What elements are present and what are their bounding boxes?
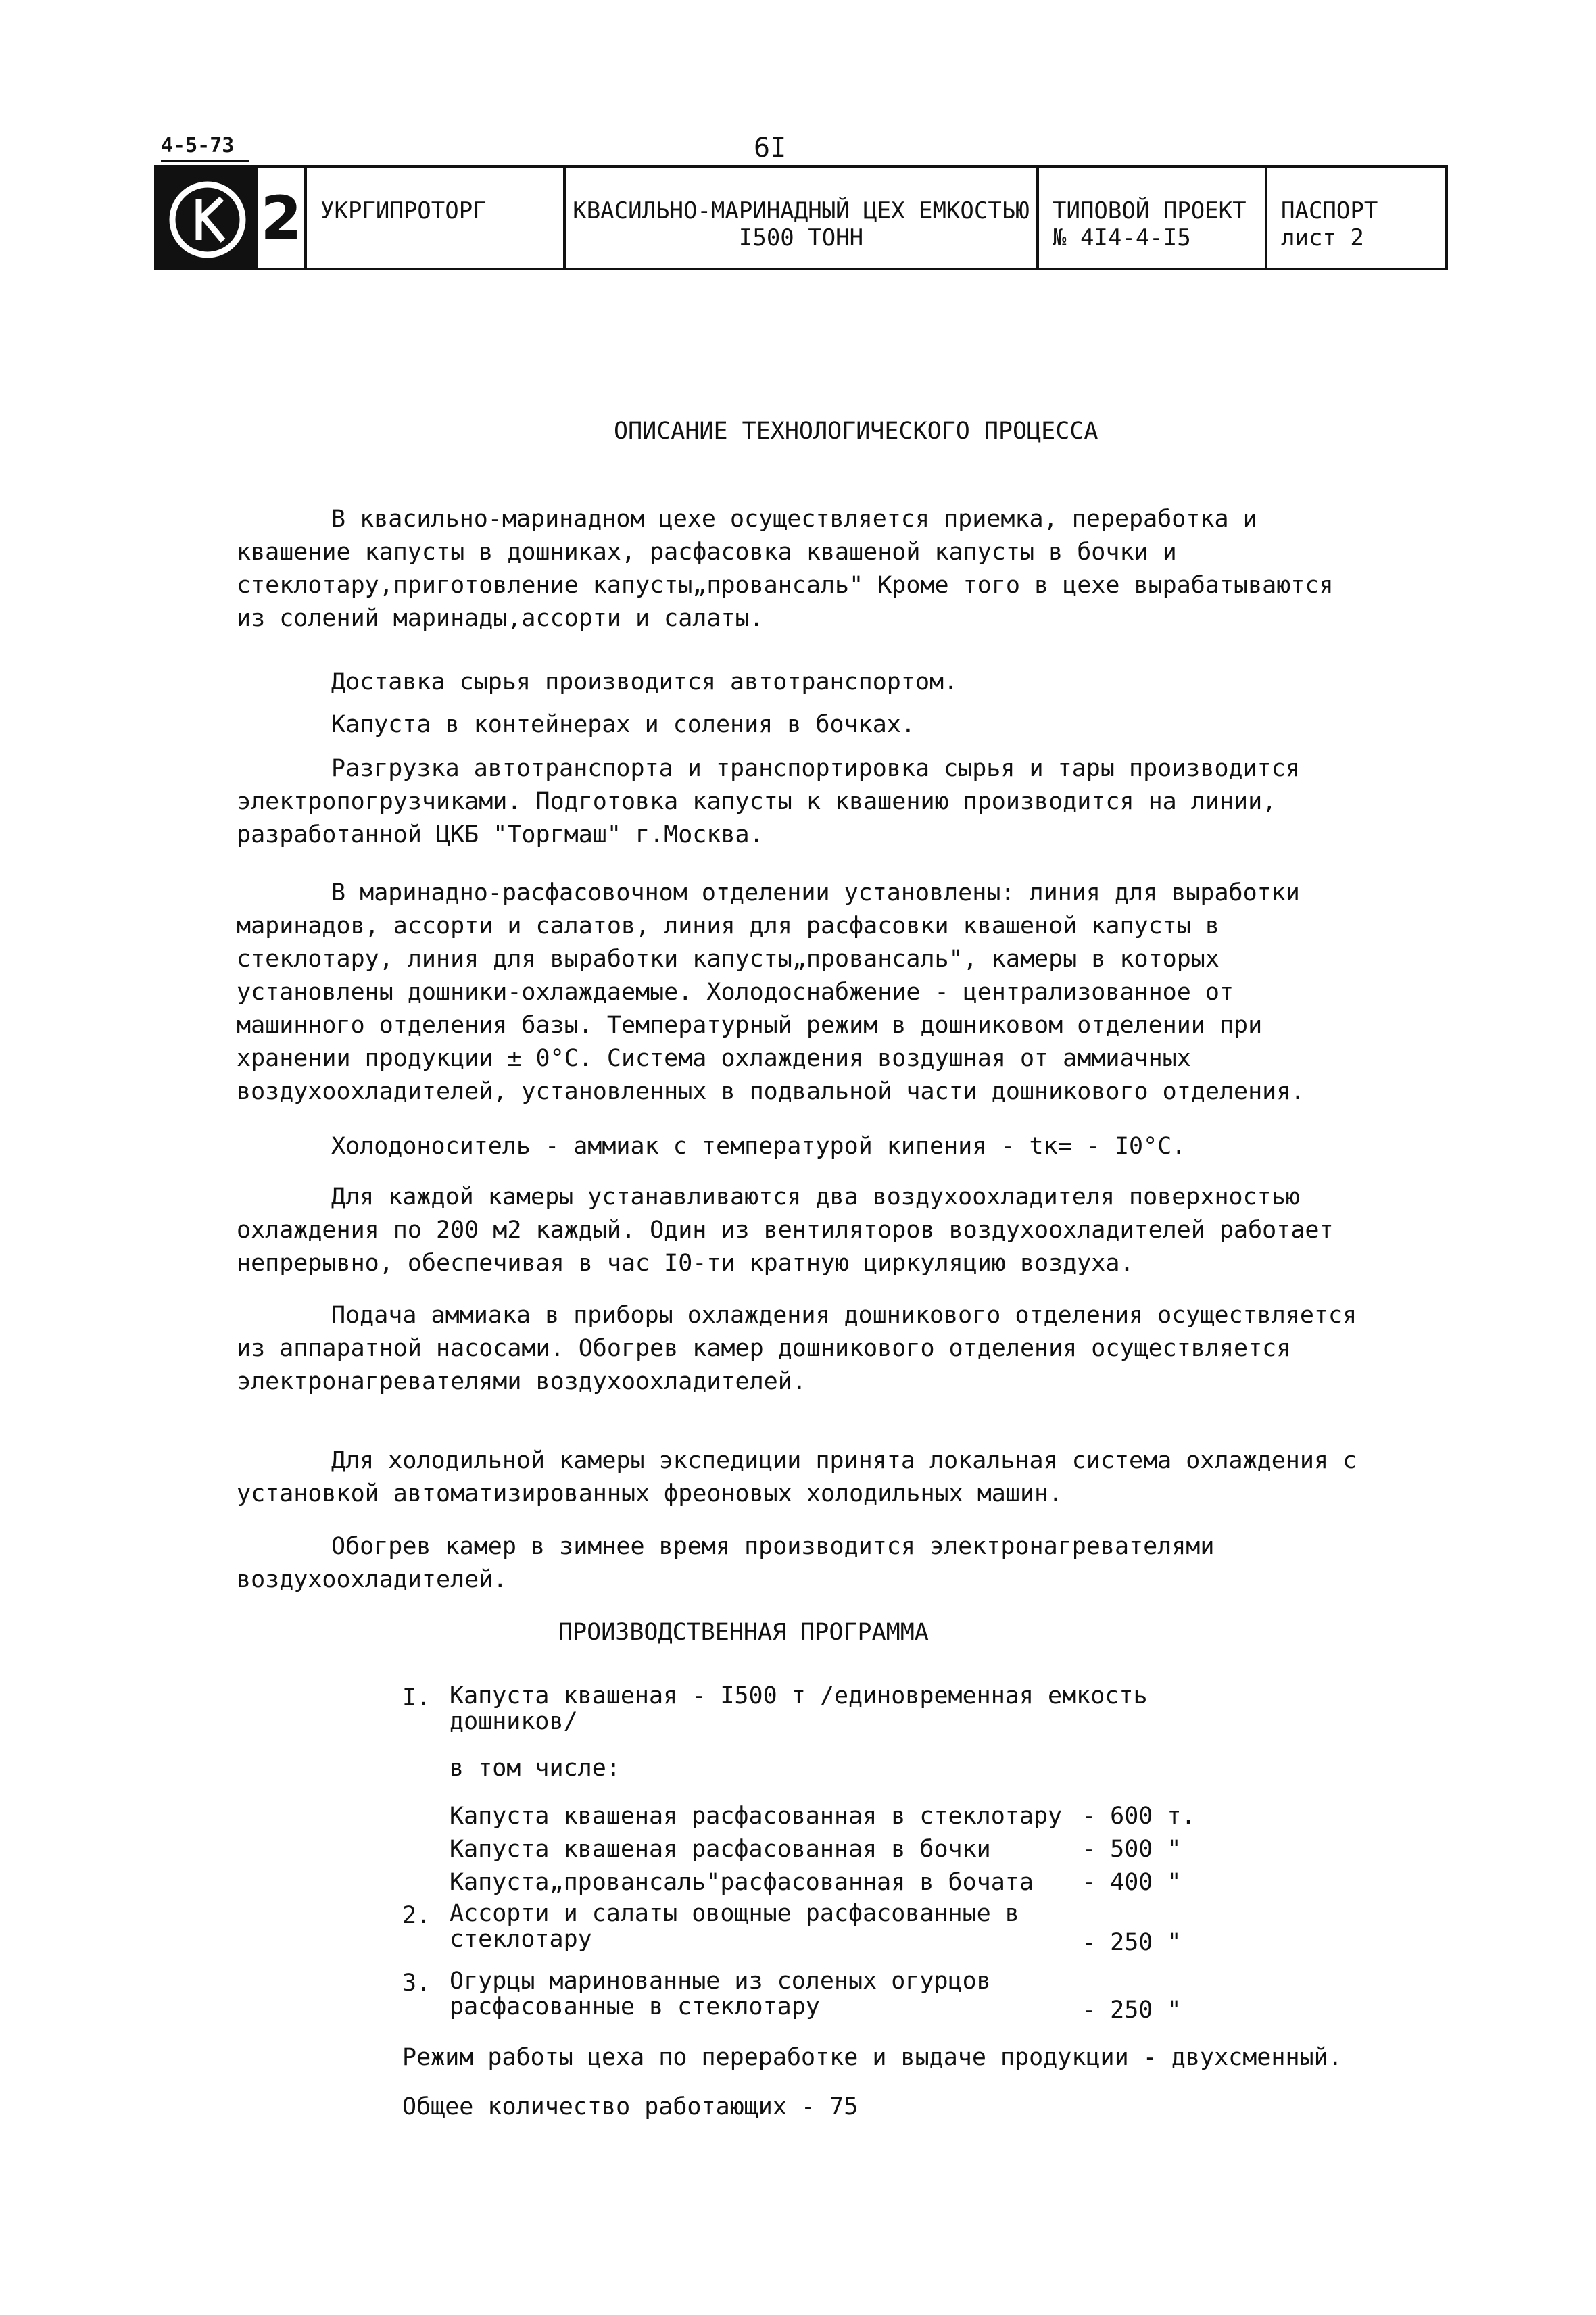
section-title-program: ПРОИЗВОДСТВЕННАЯ ПРОГРАММА — [558, 1619, 929, 1646]
stamp-project — [1039, 168, 1267, 268]
paragraph: Разгрузка автотранспорта и транспортировка сырья и тары производится электропогрузчиками. Подготовка капусты к квашению производится на линии, разработанной ЦКБ "Торгмаш" г.Москва. — [237, 755, 1300, 848]
sub-item-text: Капуста„провансаль"расфасованная в бочата — [450, 1869, 1034, 1896]
sub-item-text: Капуста квашеная расфасованная в стеклотару — [450, 1803, 1063, 1830]
paragraph: Подача аммиака в приборы охлаждения дошникового отделения осуществляется из аппаратной насосами. Обогрев камер дошникового отделения осуществляется электронагревателями воздухоохладителей. — [237, 1302, 1357, 1395]
production-program — [0, 1683, 1596, 2197]
paragraph: В квасильно-маринадном цехе осуществляется приемка, переработка и квашение капусты в дошниках, расфасовка квашеной капусты в бочки и стеклотару,приготовление капусты„провансаль" Кроме того в цехе вырабатываются из солений маринады,ассорти и салаты. — [237, 506, 1334, 632]
stamp-organization: УКРГИПРОТОРГ — [307, 168, 566, 268]
sub-item-qty: - 400 " — [1082, 1869, 1182, 1896]
paragraph: Обогрев камер в зимнее время производится электронагревателями воздухоохладителей. — [237, 1533, 1215, 1593]
stamp-title — [566, 168, 1039, 268]
sub-item-qty: - 600 т. — [1082, 1803, 1196, 1830]
stamp-passport-line1: ПАСПОРТ — [1281, 197, 1378, 224]
stamp-project-line1: ТИПОВОЙ ПРОЕКТ — [1053, 197, 1247, 224]
item-text: Огурцы маринованные из соленых огурцов расфасованные в стеклотару — [450, 1968, 991, 2020]
section-title-process: ОПИСАНИЕ ТЕХНОЛОГИЧЕСКОГО ПРОЦЕССА — [614, 418, 1098, 445]
paragraph: Доставка сырья производится автотранспортом. — [331, 668, 959, 696]
paragraph: Капуста в контейнерах и соления в бочках. — [331, 711, 915, 738]
item-qty: - 250 " — [1082, 1997, 1182, 2024]
item-text: Капуста квашеная - I500 т /единовременная емкость дошников/ — [450, 1682, 1148, 1735]
stamp-project-line2: № 4I4-4-I5 — [1053, 224, 1191, 251]
work-mode: Режим работы цеха по переработке и выдаче продукции - двухсменный. — [402, 2044, 1343, 2071]
document-code: 4-5-73 — [161, 134, 235, 157]
document-code-underline — [161, 160, 249, 162]
ck-logo-icon — [157, 168, 258, 268]
stamp-passport — [1267, 168, 1445, 268]
item-text: Ассорти и салаты овощные расфасованные в стеклотару — [450, 1900, 1019, 1953]
stamp-title-line1: КВАСИЛЬНО-МАРИНАДНЫЙ ЦЕХ ЕМКОСТЬЮ — [573, 197, 1030, 224]
item-number: 3. — [402, 1970, 431, 1997]
workers-count: Общее количество работающих - 75 — [402, 2093, 859, 2120]
sub-item-text: Капуста квашеная расфасованная в бочки — [450, 1836, 991, 1863]
paragraph: В маринадно-расфасовочном отделении установлены: линия для выработки маринадов, ассорти и салатов, линия для расфасовки квашеной капусты в стеклотару, линия для выработки капусты„провансаль", камеры в которых установлены дошники-охлаждаемые. Холодоснабжение - централизованное от машинного отделения базы. Температурный режим в дошниковом отделении при хранении продукции ± 0°С. Система охлаждения воздушная от аммиачных воздухоохладителей, установленных в подвальной части дошникового отделения. — [237, 879, 1305, 1105]
stamp-passport-line2: лист 2 — [1281, 224, 1364, 251]
stamp-number: 2 — [258, 168, 307, 268]
item-qty: - 250 " — [1082, 1929, 1182, 1956]
title-block-stamp — [154, 165, 1448, 270]
sub-item-qty: - 500 " — [1082, 1836, 1182, 1863]
page-number: 6I — [754, 132, 787, 164]
paragraph: Для каждой камеры устанавливаются два воздухоохладителя поверхностью охлаждения по 200 м2 каждый. Один из вентиляторов воздухоохладителей работает непрерывно, обеспечивая в час I0-ти кратную циркуляцию воздуха. — [237, 1184, 1334, 1277]
item-number: 2. — [402, 1902, 431, 1929]
in-total-label: в том числе: — [450, 1755, 621, 1782]
item-number: I. — [402, 1684, 431, 1711]
stamp-title-line2: I500 ТОНН — [738, 224, 864, 251]
paragraph: Для холодильной камеры экспедиции принята локальная система охлаждения с установкой автоматизированных фреоновых холодильных машин. — [237, 1447, 1357, 1507]
paragraph: Холодоноситель - аммиак с температурой кипения - tк= - I0°С. — [331, 1133, 1186, 1160]
